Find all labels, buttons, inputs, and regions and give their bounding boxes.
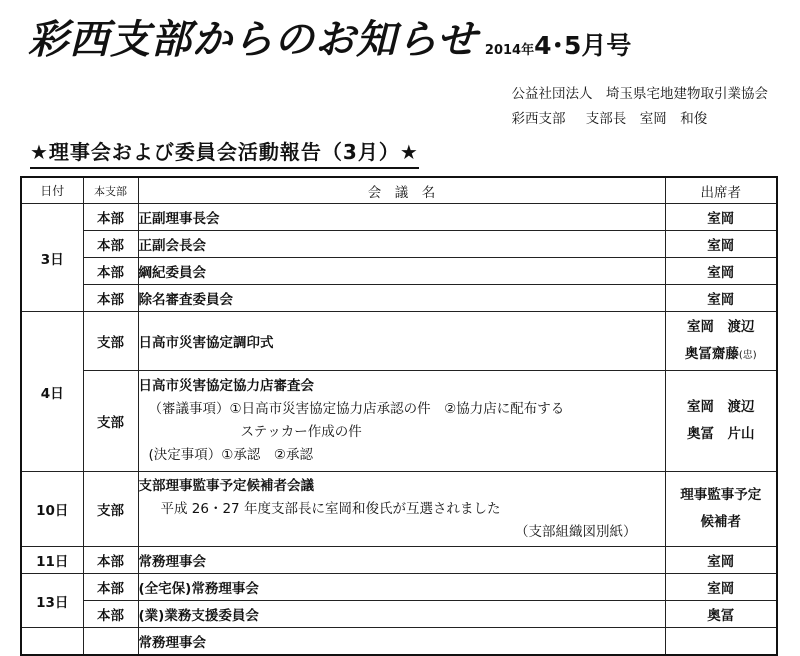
meeting-cell: (業)業務支援委員会: [138, 601, 665, 628]
division-cell: 本部: [83, 204, 138, 231]
meeting-detail: （審議事項）①日高市災害協定協力店承認の件 ②協力店に配布する: [148, 401, 565, 417]
division-cell: 支部: [83, 371, 138, 472]
activity-report-table: [20, 176, 778, 656]
organization-branch-line: [512, 107, 769, 132]
table-row: [21, 312, 777, 371]
table-row: [21, 601, 777, 628]
table-row: [21, 258, 777, 285]
division-cell: 本部: [83, 258, 138, 285]
table-row: [21, 204, 777, 231]
division-cell: 本部: [83, 285, 138, 312]
meeting-title: 日高市災害協定協力店審査会: [138, 378, 314, 394]
meeting-title: 支部理事監事予定候補者会議: [138, 477, 314, 494]
date-cell: 10日: [21, 472, 83, 547]
table-row: [21, 472, 777, 547]
attendee-note: (忠): [738, 349, 757, 361]
attendees-cell: [665, 472, 777, 547]
division-cell: 支部: [83, 312, 138, 371]
newsletter-header: [28, 14, 631, 66]
attendees-line: 室岡 渡辺: [687, 399, 755, 415]
table-row: [21, 231, 777, 258]
table-row: [21, 547, 777, 574]
issue-label: [485, 31, 631, 66]
meeting-cell: 正副理事長会: [138, 204, 665, 231]
table-row: [21, 574, 777, 601]
table-row: [21, 371, 777, 472]
attendees-cell: 室岡: [665, 547, 777, 574]
issue-year: 2014年: [484, 43, 535, 58]
header-meeting: 会 議 名: [138, 177, 665, 204]
division-cell: 本部: [83, 547, 138, 574]
table-row: [21, 285, 777, 312]
attendees-cell: 室岡: [665, 574, 777, 601]
issue-month: 4･5月号: [534, 31, 632, 60]
attendees-cell: [665, 312, 777, 371]
organization-block: [512, 82, 769, 132]
division-cell: 本部: [83, 574, 138, 601]
date-cell: 11日: [21, 547, 83, 574]
table-row: [21, 628, 777, 656]
meeting-detail: 平成 26・27 年度支部長に室岡和俊氏が互選されました: [160, 500, 501, 517]
meeting-cell: 除名審査委員会: [138, 285, 665, 312]
meeting-cell: [138, 472, 665, 547]
attendees-cell: 室岡: [665, 231, 777, 258]
meeting-cell: [138, 371, 665, 472]
header-division: 本支部: [83, 177, 138, 204]
meeting-cell: 日高市災害協定調印式: [138, 312, 665, 371]
attendees-line: 室岡 渡辺: [687, 318, 755, 335]
section-title: ★理事会および委員会活動報告（3月）★: [30, 136, 419, 169]
attendees-line: 理事監事予定: [680, 487, 762, 503]
division-cell: 本部: [83, 601, 138, 628]
meeting-cell: 常務理事会: [138, 628, 665, 656]
meeting-detail: ステッカー作成の件: [240, 424, 362, 440]
attendees-line: 候補者: [700, 514, 741, 530]
date-cell: 13日: [21, 574, 83, 628]
header-date: 日付: [21, 177, 83, 204]
date-cell: 4日: [21, 312, 83, 472]
attendees-cell: 室岡: [665, 204, 777, 231]
date-cell: 3日: [21, 204, 83, 312]
division-cell: 本部: [83, 231, 138, 258]
branch-name: 彩西支部: [511, 111, 566, 127]
branch-head: 支部長 室岡 和俊: [585, 111, 708, 127]
meeting-cell: 常務理事会: [138, 547, 665, 574]
header-attendees: 出席者: [665, 177, 777, 204]
attendees-cell: [665, 628, 777, 656]
meeting-cell: (全宅保)常務理事会: [138, 574, 665, 601]
division-cell: 支部: [83, 472, 138, 547]
attendees-cell: 室岡: [665, 258, 777, 285]
meeting-detail: （支部組織図別紙）: [515, 523, 637, 540]
meeting-cell: 綱紀委員会: [138, 258, 665, 285]
meeting-cell: 正副会長会: [138, 231, 665, 258]
organization-name: 公益社団法人 埼玉県宅地建物取引業協会: [511, 86, 768, 102]
attendees-cell: 奥冨: [665, 601, 777, 628]
attendees-cell: 室岡: [665, 285, 777, 312]
table-header-row: [21, 177, 777, 204]
newsletter-title: 彩西支部からのお知らせ: [28, 17, 478, 63]
division-cell: [83, 628, 138, 656]
date-cell: [21, 628, 83, 656]
attendees-cell: [665, 371, 777, 472]
attendees-line: 奥冨齋藤: [684, 345, 739, 362]
attendees-line: 奥冨 片山: [687, 426, 755, 442]
meeting-detail: (決定事項）①承認 ②承認: [148, 447, 313, 463]
